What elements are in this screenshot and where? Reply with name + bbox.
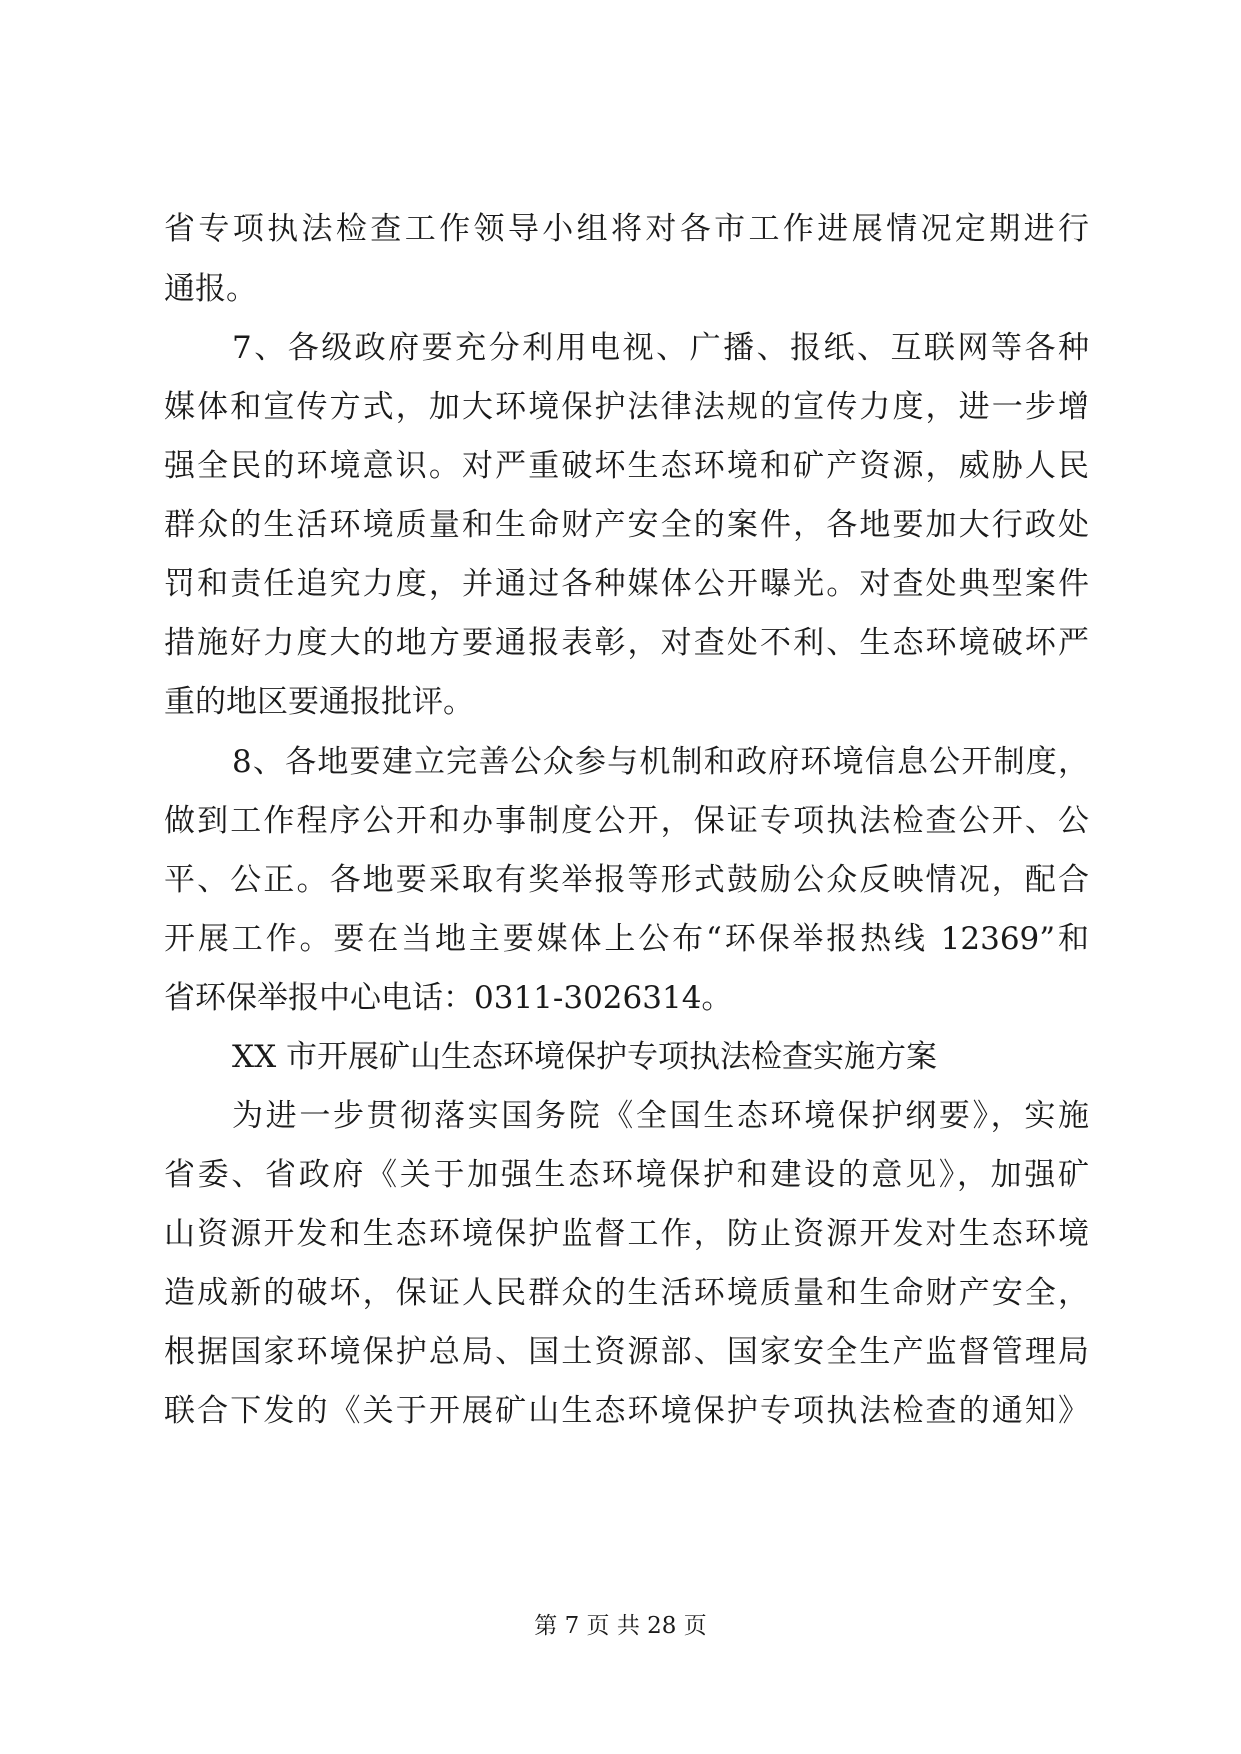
body-text-line: 平、公正。各地要采取有奖举报等形式鼓励公众反映情况，配合	[164, 862, 1089, 898]
section-title: XX 市开展矿山生态环境保护专项执法检查实施方案	[232, 1039, 937, 1075]
body-text-line: 群众的生活环境质量和生命财产安全的案件，各地要加大行政处	[164, 507, 1089, 543]
body-text-line: 省环保举报中心电话：0311-3026314。	[164, 980, 733, 1016]
page-number-footer: 第 7 页 共 28 页	[534, 1613, 707, 1639]
body-text-line: 省委、省政府《关于加强生态环境保护和建设的意见》，加强矿	[164, 1157, 1089, 1193]
body-text-line: 根据国家环境保护总局、国土资源部、国家安全生产监督管理局	[164, 1334, 1089, 1370]
body-text-line: 做到工作程序公开和办事制度公开，保证专项执法检查公开、公	[164, 803, 1089, 839]
body-text-line: 通报。	[164, 271, 257, 307]
body-text-line: 强全民的环境意识。对严重破坏生态环境和矿产资源，威胁人民	[164, 448, 1089, 484]
paragraph-8-first-line: 8、各地要建立完善公众参与机制和政府环境信息公开制度，	[232, 744, 1089, 780]
body-text-line: 措施好力度大的地方要通报表彰，对查处不利、生态环境破坏严	[164, 625, 1089, 661]
body-text-line: 罚和责任追究力度，并通过各种媒体公开曝光。对查处典型案件	[164, 566, 1089, 602]
intro-paragraph-first-line: 为进一步贯彻落实国务院《全国生态环境保护纲要》，实施	[232, 1098, 1089, 1134]
body-text-line: 开展工作。要在当地主要媒体上公布“环保举报热线 12369”和	[164, 921, 1089, 957]
paragraph-7-first-line: 7、各级政府要充分利用电视、广播、报纸、互联网等各种	[232, 330, 1089, 366]
body-text-line: 联合下发的《关于开展矿山生态环境保护专项执法检查的通知》	[164, 1393, 1089, 1429]
body-text-line: 造成新的破坏，保证人民群众的生活环境质量和生命财产安全，	[164, 1275, 1089, 1311]
body-text-line: 重的地区要通报批评。	[164, 684, 474, 720]
body-text-line: 省专项执法检查工作领导小组将对各市工作进展情况定期进行	[164, 211, 1089, 247]
body-text-line: 媒体和宣传方式，加大环境保护法律法规的宣传力度，进一步增	[164, 389, 1089, 425]
body-text-line: 山资源开发和生态环境保护监督工作，防止资源开发对生态环境	[164, 1216, 1089, 1252]
